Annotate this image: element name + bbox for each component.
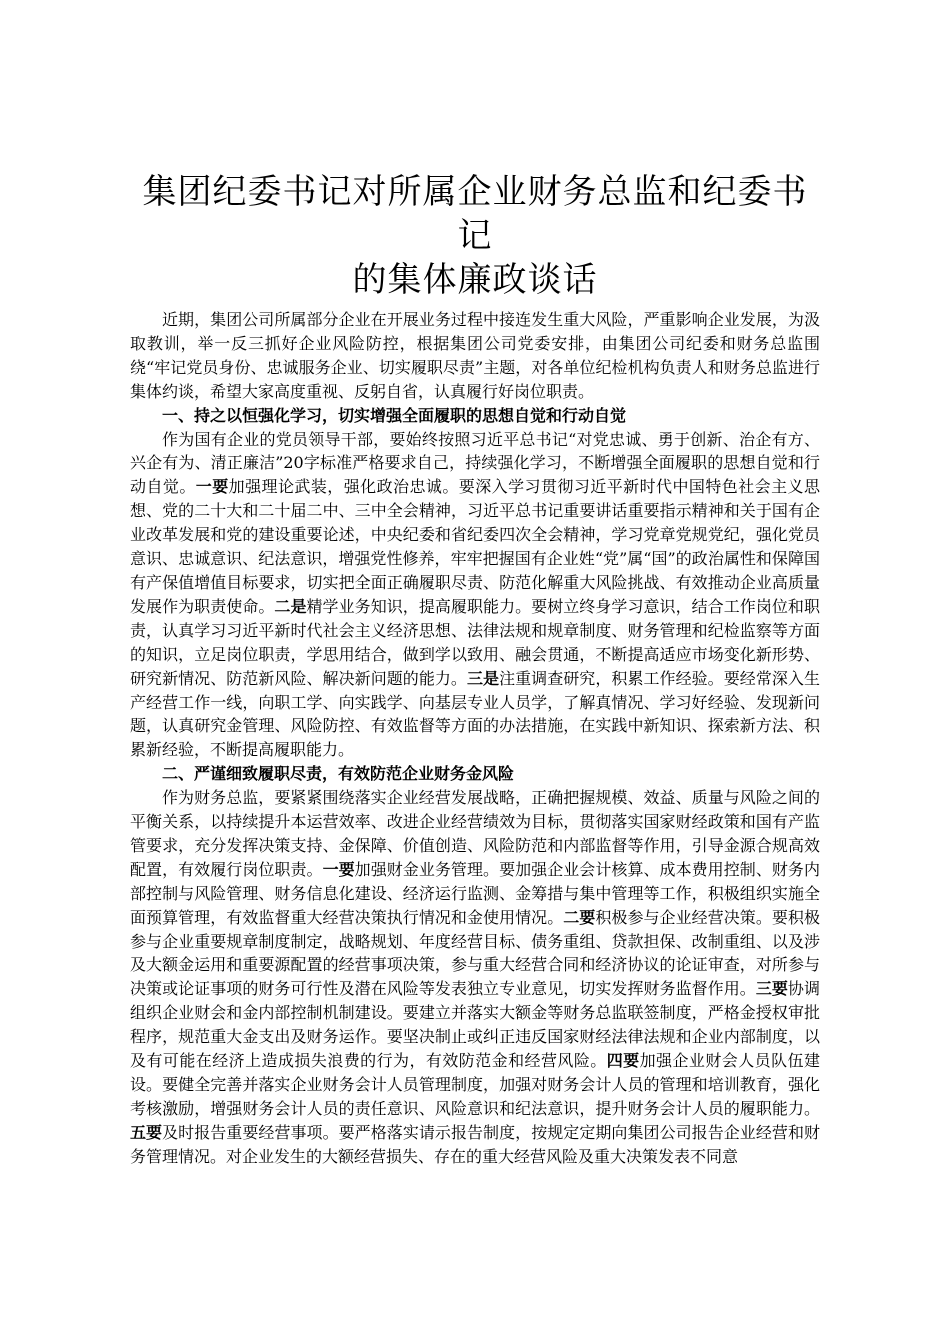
section-2-heading: 二、严谨细致履职尽责，有效防范企业财务金风险 bbox=[162, 764, 515, 784]
section-2-text-2: 积极参与企业经营决策。要积极参与企业重要规章制度制定，战略规划、年度经营目标、债务重组、贷款担保、改制重组、以及涉及大额金运用和重要源配置的经营事项决策，参与重大经营合同和经济协议的论证审查，对所参与决策或论证事项的财务可行性及潜在风险等发表独立专业意见，切实发挥财务监督作用。 bbox=[130, 907, 820, 999]
section-2-text-1: 加强财金业务管理。要加强企业会计核算、成本费用控制、财务内部控制与风险管理、财务信息化建设、经济运行监测、金筹措与集中管理等工作，积极组织实施全面预算管理，有效监督重大经营决策执行情况和金使用情况。 bbox=[130, 859, 820, 927]
document-page bbox=[130, 170, 820, 1169]
section-2-text-5: 及时报告重要经营事项。要严格落实请示报告制度，按规定定期向集团公司报告企业经营和财务管理情况。对企业发生的大额经营损失、存在的重大经营风险及重大决策发表不同意 bbox=[130, 1122, 820, 1166]
section-2-text-0: 作为财务总监，要紧紧围绕落实企业经营发展战略，正确把握规模、效益、质量与风险之间的平衡关系，以持续提升本运营效率、改进企业经营绩效为目标，贯彻落实国家财经政策和国有产监管要求，充分发挥决策支持、金保障、价值创造、风险防范和内部监督等作用，引导金源合规高效配置，有效履行岗位职责。 bbox=[130, 788, 820, 879]
section-1-text-0: 作为国有企业的党员领导干部，要始终按照习近平总书记“对党忠诚、勇于创新、治企有方、兴企有为、清正廉洁”20字标准严格要求自己，持续强化学习，不断增强全面履职的思想自觉和行动自觉。 bbox=[130, 429, 820, 497]
title-line-1: 集团纪委书记对所属企业财务总监和纪委书记 bbox=[142, 172, 808, 256]
section-2-keyword-5: 五要 bbox=[130, 1122, 163, 1142]
section-2-text-3: 协调组织企业财会和金内部控制机制建设。要建立并落实大额金等财务总监联签制度，严格金授权审批程序，规范重大金支出及财务运作。要坚决制止或纠正违反国家财经法律法规和企业内部制度，以及有可能在经济上造成损失浪费的行为，有效防范金和经营风险。 bbox=[130, 979, 820, 1071]
section-2-keyword-2: 二要 bbox=[563, 907, 596, 927]
section-1-keyword-3: 三是 bbox=[466, 668, 500, 688]
section-2-text-4: 加强企业财会人员队伍建设。要健全完善并落实企业财务会计人员管理制度，加强对财务会计人员的管理和培训教育，强化考核激励，增强财务会计人员的责任意识、风险意识和纪法意识，提升财务会计人员的履职能力。 bbox=[130, 1051, 820, 1118]
section-1-text-1: 加强理论武装，强化政治忠诚。要深入学习贯彻习近平新时代中国特色社会主义思想、党的二十大和二十届二中、三中全会精神，习近平总书记重要讲话重要指示精神和关于国有企业改革发展和党的建设重要论述，中央纪委和省纪委四次全会精神，学习党章党规党纪，强化党员意识、忠诚意识、纪法意识，增强党性修养，牢牢把握国有企业姓“党”属“国”的政治属性和保障国有产保值增值目标要求，切实把全面正确履职尽责、防范化解重大风险挑战、有效推动企业高质量发展作为职责使命。 bbox=[130, 477, 820, 616]
document-title bbox=[130, 170, 820, 302]
section-1-keyword-1: 一要 bbox=[195, 477, 229, 497]
section-1-paragraph bbox=[130, 428, 820, 763]
section-1-heading: 一、持之以恒强化学习，切实增强全面履职的思想自觉和行动自觉 bbox=[162, 405, 627, 425]
section-2-keyword-3: 三要 bbox=[755, 979, 788, 999]
section-1-text-2: 精学业务知识，提高履职能力。要树立终身学习意识，结合工作岗位和职责，认真学习习近平新时代社会主义经济思想、法律法规和规章制度、财务管理和纪检监察等方面的知识，立足岗位职责，学思用结合，做到学以致用、融会贯通，不断提高适应市场变化新形势、研究新情况、防范新风险、解决新问题的能力。 bbox=[130, 596, 820, 688]
section-2-keyword-4: 四要 bbox=[606, 1051, 640, 1071]
intro-paragraph: 近期，集团公司所属部分企业在开展业务过程中接连发生重大风险，严重影响企业发展，为汲取教训，举一反三抓好企业风险防控，根据集团公司党委安排，由集团公司纪委和财务总监围绕“牢记党员身份、忠诚服务企业、切实履职尽责”主题，对各单位纪检机构负责人和财务总监进行集体约谈，希望大家高度重视、反躬自省，认真履行好岗位职责。 bbox=[130, 310, 820, 401]
title-line-2: 的集体廉政谈话 bbox=[352, 260, 598, 300]
section-2-keyword-1: 一要 bbox=[322, 859, 355, 879]
section-2-paragraph bbox=[130, 786, 820, 1169]
section-1-keyword-2: 二是 bbox=[274, 596, 307, 616]
section-1-text-3: 注重调查研究，积累工作经验。要经常深入生产经营工作一线，向职工学、向实践学、向基层专业人员学，了解真情况、学习好经验、发现新问题，认真研究金管理、风险防控、有效监督等方面的办法措施，在实践中新知识、探索新方法、积累新经验，不断提高履职能力。 bbox=[130, 668, 820, 760]
